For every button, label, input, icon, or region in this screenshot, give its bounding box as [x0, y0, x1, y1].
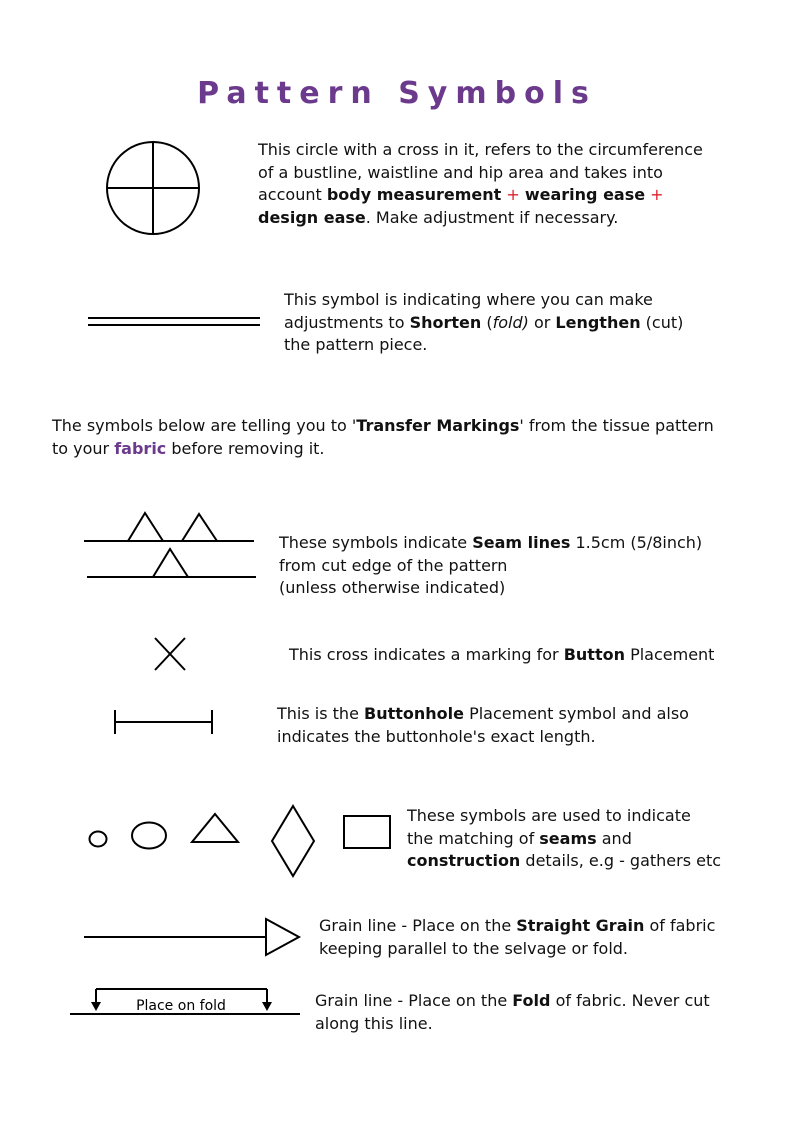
- oval-icon: [130, 821, 168, 851]
- term-transfer-markings: Transfer Markings: [356, 416, 520, 435]
- term-fabric: fabric: [114, 438, 167, 458]
- circle-symbol-description: This circle with a cross in it, refers to the circumference of a bustline, waistline and hip area and takes into account body measurement + wearing ease + design ease. Make adjustment if necessary.: [258, 140, 703, 227]
- page-title: Pattern Symbols: [197, 76, 597, 111]
- seam-symbol-description: These symbols indicate Seam lines 1.5cm (5/8inch) from cut edge of the pattern (unless otherwise indicated): [279, 533, 703, 597]
- term-fold: fold): [492, 312, 529, 332]
- fold-symbol-description: Grain line - Place on the Fold of fabric. Never cut along this line.: [315, 991, 710, 1033]
- rectangle-icon: [343, 815, 391, 849]
- adjust-symbol-description: This symbol is indicating where you can make adjustments to Shorten (fold) or Lengthen (cut) the pattern piece.: [284, 290, 684, 354]
- small-circle-icon: [88, 830, 108, 848]
- matching-symbol-description: These symbols are used to indicate the matching of seams and construction details, e.g - gathers etc: [407, 806, 722, 870]
- term-fold-fabric: Fold: [512, 991, 551, 1010]
- buttonhole-symbol-description: This is the Buttonhole Placement symbol and also indicates the buttonhole's exact length.: [277, 704, 689, 746]
- double-line-icon: [88, 316, 260, 328]
- x-cross-icon: [154, 637, 186, 671]
- place-on-fold-label: Place on fold: [136, 998, 226, 1014]
- term-straight-grain: Straight Grain: [516, 916, 645, 935]
- transfer-markings-intro: The symbols below are telling you to 'Transfer Markings' from the tissue pattern to your fabric before removing it.: [52, 416, 714, 458]
- triangle-icon: [190, 812, 240, 844]
- term-lengthen: Lengthen: [555, 312, 641, 332]
- term-body-measurement: body measurement: [326, 185, 502, 204]
- term-construction: construction: [407, 851, 521, 870]
- term-seams: seams: [539, 828, 597, 848]
- term-seam-lines: Seam lines: [472, 533, 571, 552]
- seam-line-notches-icon: [84, 511, 256, 579]
- term-shorten: Shorten: [409, 312, 482, 332]
- button-symbol-description: This cross indicates a marking for Button Placement: [289, 645, 715, 664]
- grain-line-arrow-icon: [84, 917, 302, 957]
- diamond-icon: [270, 804, 316, 878]
- term-buttonhole: Buttonhole: [364, 704, 464, 723]
- term-button: Button: [563, 645, 625, 664]
- buttonhole-bar-icon: [114, 710, 214, 734]
- term-design-ease: design ease: [258, 207, 366, 227]
- grain-symbol-description: Grain line - Place on the Straight Grain of fabric keeping parallel to the selvage or fold.: [319, 916, 716, 958]
- circle-cross-icon: [105, 141, 201, 235]
- term-wearing-ease: wearing ease: [524, 185, 646, 204]
- place-on-fold-bracket-icon: [70, 986, 302, 1018]
